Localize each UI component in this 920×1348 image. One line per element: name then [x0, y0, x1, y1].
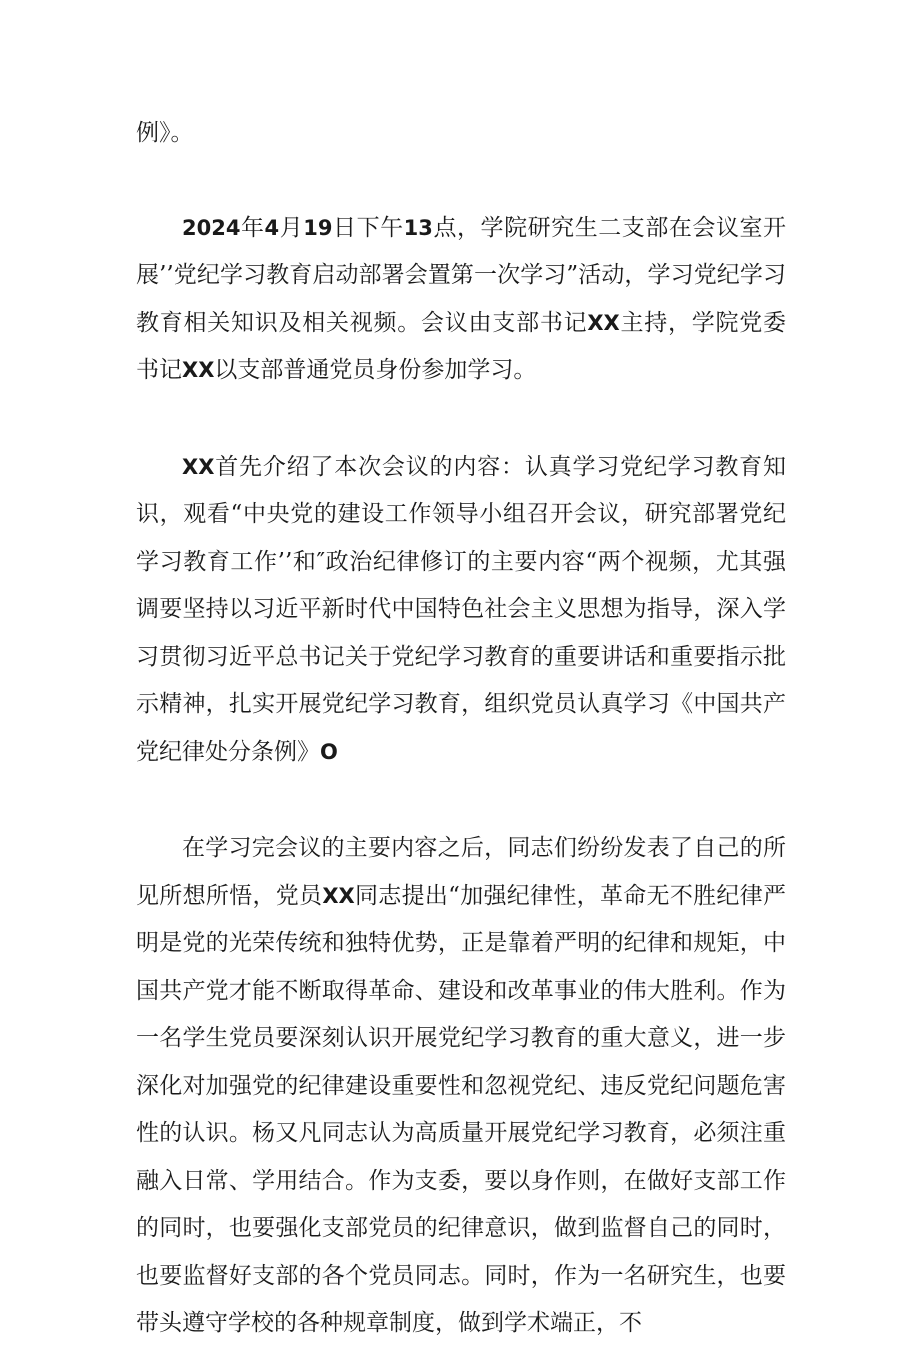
text-run: 月 [279, 214, 304, 241]
paragraph-discussion [136, 825, 786, 1348]
bold-run: XX [322, 883, 355, 908]
text-run: 同志提出“加强纪律性，革命无不胜纪律严明是党的光荣传统和独特优势，正是靠着严明的纪律和规矩，中国共产党才能不断取得革命、建设和改革事业的伟大胜利。作为一名学生党员要深刻认识开展党纪学习教育的重大意义，进一步深化对加强党的纪律建设重要性和忽视党纪、违反党纪问题危害性的认识。杨又凡同志认为高质量开展党纪学习教育，必须注重融入日常、学用结合。作为支委，要以身作则，在做好支部工作的同时，也要强化支部党员的纪律意识，做到监督自己的同时，也要监督好支部的各个党员同志。同时，作为一名研究生，也要带头遵守学校的各种规章制度，做到学术端正，不 [136, 882, 786, 1336]
bold-run: 2024 [182, 215, 241, 240]
text-run: 点，学院研究生二支部在会议室开展’’党纪学习教育启动部署会置第一次学习”活动，学习党纪学习教育相关知识及相关视频。会议由支部书记 [136, 214, 787, 336]
text-run: 以支部普通党员身份参加学习。 [214, 357, 537, 383]
text-run: 日下午 [332, 214, 404, 241]
text-run: 首先介绍了本次会议的内容：认真学习党纪学习教育知识，观看“中央党的建设工作领导小组召开会议，研究部署党纪学习教育工作’’和″政治纪律修订的主要内容“两个视频，尤其强调要坚持以习近平新时代中国特色社会主义思想为指导，深入学习贯彻习近平总书记关于党纪学习教育的重要讲话和重要指示批示精神，扎实开展党纪学习教育，组织党员认真学习《中国共产党纪律处分条例》 [136, 453, 786, 765]
bold-run: 4 [264, 215, 280, 240]
bold-run: O [320, 739, 338, 764]
bold-run: XX [182, 358, 215, 382]
paragraph-meeting-intro [136, 205, 786, 395]
text-run: 例》。 [136, 120, 194, 146]
document-page [136, 110, 786, 1348]
text-run: 主持，学院党委书记 [136, 309, 787, 383]
bold-run: 19 [303, 215, 333, 240]
text-run: 在学习完会议的主要内容之后，同志们纷纷发表了自己的所见所想所悟，党员 [136, 835, 786, 909]
paragraph-continuation [136, 110, 786, 158]
text-run: 年 [240, 214, 265, 241]
bold-run: XX [182, 454, 215, 479]
bold-run: XX [587, 310, 620, 335]
paragraph-meeting-content [136, 444, 786, 777]
bold-run: 13 [403, 215, 433, 240]
